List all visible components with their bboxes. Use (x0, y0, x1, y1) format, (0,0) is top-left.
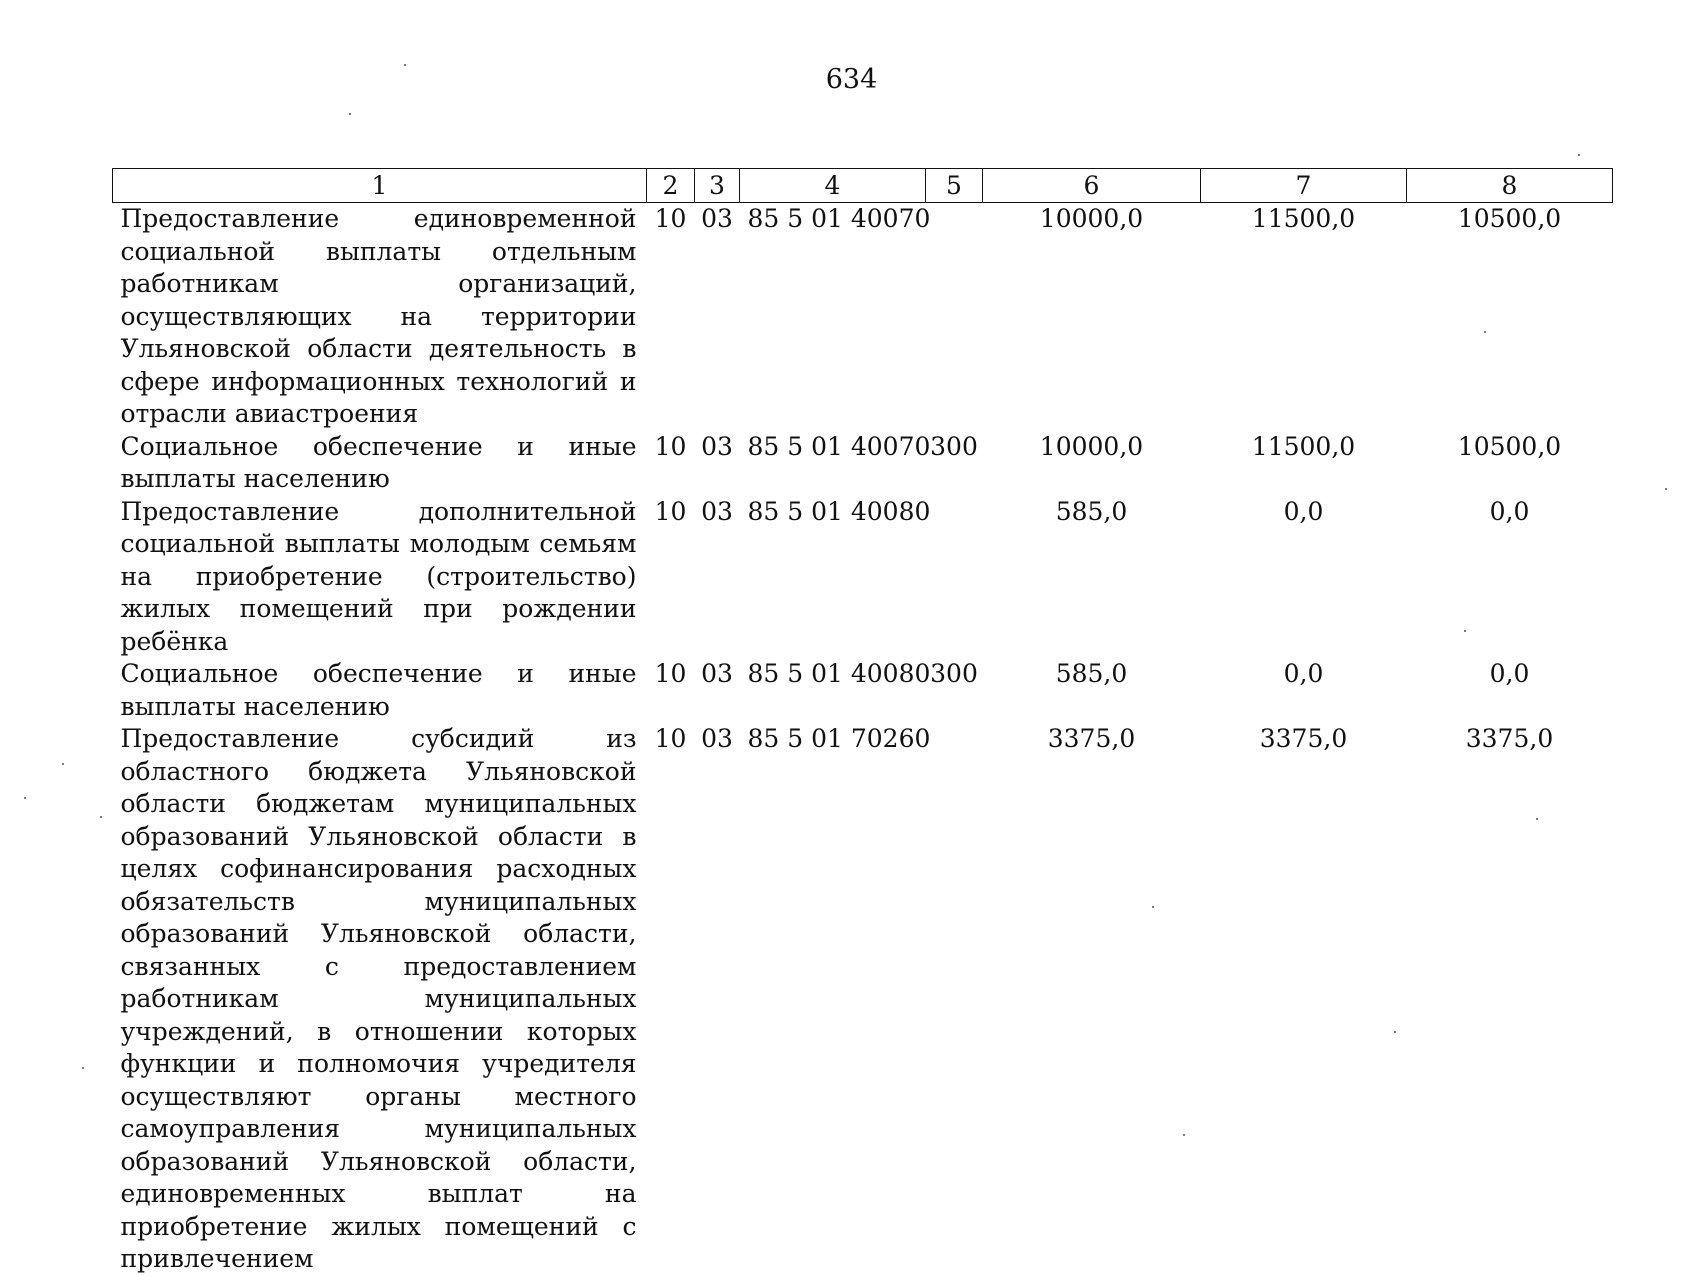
amount-year-2: 0,0 (1283, 659, 1324, 688)
amount-year-1: 10000,0 (1039, 204, 1144, 233)
column-header-6: 6 (983, 169, 1201, 203)
scan-speck (404, 64, 406, 66)
row-description: Предоставление дополнительной социальной выплаты молодым семьям на приобретение (строительство) жилых помещений при рождении ребёнка (120, 496, 637, 656)
scan-speck (100, 816, 102, 818)
amount-year-1: 585,0 (1055, 496, 1128, 526)
amount-year-2: 3375,0 (1259, 724, 1348, 753)
section-code: 10 (654, 431, 687, 461)
amount-year-2: 11500,0 (1251, 204, 1356, 233)
amount-year-1: 3375,0 (1047, 724, 1136, 753)
subsection-code: 03 (701, 724, 733, 753)
expense-type-code: 300 (930, 431, 978, 461)
scan-speck (1578, 154, 1580, 156)
scan-speck (349, 113, 351, 115)
column-header-4: 4 (740, 169, 926, 203)
table-row (113, 203, 1613, 431)
amount-year-1: 10000,0 (1039, 431, 1144, 461)
scan-speck (1183, 1134, 1185, 1136)
table-header-row (113, 169, 1613, 203)
row-description: Предоставление субсидий из областного бюджета Ульяновской области бюджетам муниципальных образований Ульяновской области в целях софинансирования расходных обязательств муниципальных образований Ульяновской области, связанных с предоставлением работникам муниципальных учреждений, в отношении которых функции и полномочия учредителя осуществляют органы местного самоуправления муниципальных образований Ульяновской области, единовременных выплат на приобретение жилых помещений с привлечением (120, 724, 637, 1273)
amount-year-1: 585,0 (1055, 659, 1128, 688)
table-row (113, 431, 1613, 496)
scan-speck (1484, 331, 1486, 333)
amount-year-3: 0,0 (1489, 496, 1530, 526)
scan-speck (1665, 488, 1667, 490)
column-header-7: 7 (1201, 169, 1407, 203)
table-row (113, 723, 1613, 1276)
column-header-2: 2 (647, 169, 695, 203)
amount-year-2: 0,0 (1283, 496, 1324, 526)
section-code: 10 (654, 724, 687, 753)
scan-speck (82, 1067, 84, 1069)
row-description: Предоставление единовременной социальной выплаты отдельным работникам организаций, осуществляющих на территории Ульяновской области деятельность в сфере информационных технологий и отрасли авиастроения (120, 204, 637, 428)
expense-type-code (926, 496, 983, 659)
target-article-code: 85 5 01 40080 (747, 659, 931, 688)
row-description: Социальное обеспечение и иные выплаты населению (120, 659, 637, 721)
subsection-code: 03 (701, 431, 733, 461)
subsection-code: 03 (701, 496, 733, 526)
subsection-code: 03 (701, 659, 733, 688)
column-header-8: 8 (1407, 169, 1613, 203)
section-code: 10 (654, 659, 687, 688)
target-article-code: 85 5 01 40070 (747, 204, 931, 233)
target-article-code: 85 5 01 70260 (747, 724, 931, 753)
amount-year-3: 10500,0 (1457, 204, 1562, 233)
expense-type-code (926, 203, 983, 431)
expense-type-code (926, 723, 983, 1276)
amount-year-3: 0,0 (1489, 659, 1530, 688)
table-row (113, 496, 1613, 659)
budget-table (112, 168, 1613, 1276)
expense-type-code: 300 (930, 659, 978, 688)
scan-speck (62, 763, 64, 765)
page-number: 634 (825, 64, 878, 95)
subsection-code: 03 (701, 204, 733, 233)
target-article-code: 85 5 01 40070 (747, 431, 931, 461)
target-article-code: 85 5 01 40080 (747, 496, 931, 526)
column-header-5: 5 (926, 169, 983, 203)
section-code: 10 (654, 496, 687, 526)
scan-speck (1394, 1031, 1396, 1033)
table-row (113, 658, 1613, 723)
scan-speck (1536, 818, 1538, 820)
scan-speck (24, 797, 26, 799)
scan-speck (1152, 906, 1154, 908)
amount-year-3: 3375,0 (1465, 724, 1554, 753)
amount-year-3: 10500,0 (1457, 431, 1562, 461)
row-description: Социальное обеспечение и иные выплаты населению (120, 431, 637, 493)
amount-year-2: 11500,0 (1251, 431, 1356, 461)
section-code: 10 (654, 204, 687, 233)
column-header-1: 1 (113, 169, 647, 203)
scan-speck (1464, 630, 1466, 632)
column-header-3: 3 (695, 169, 740, 203)
